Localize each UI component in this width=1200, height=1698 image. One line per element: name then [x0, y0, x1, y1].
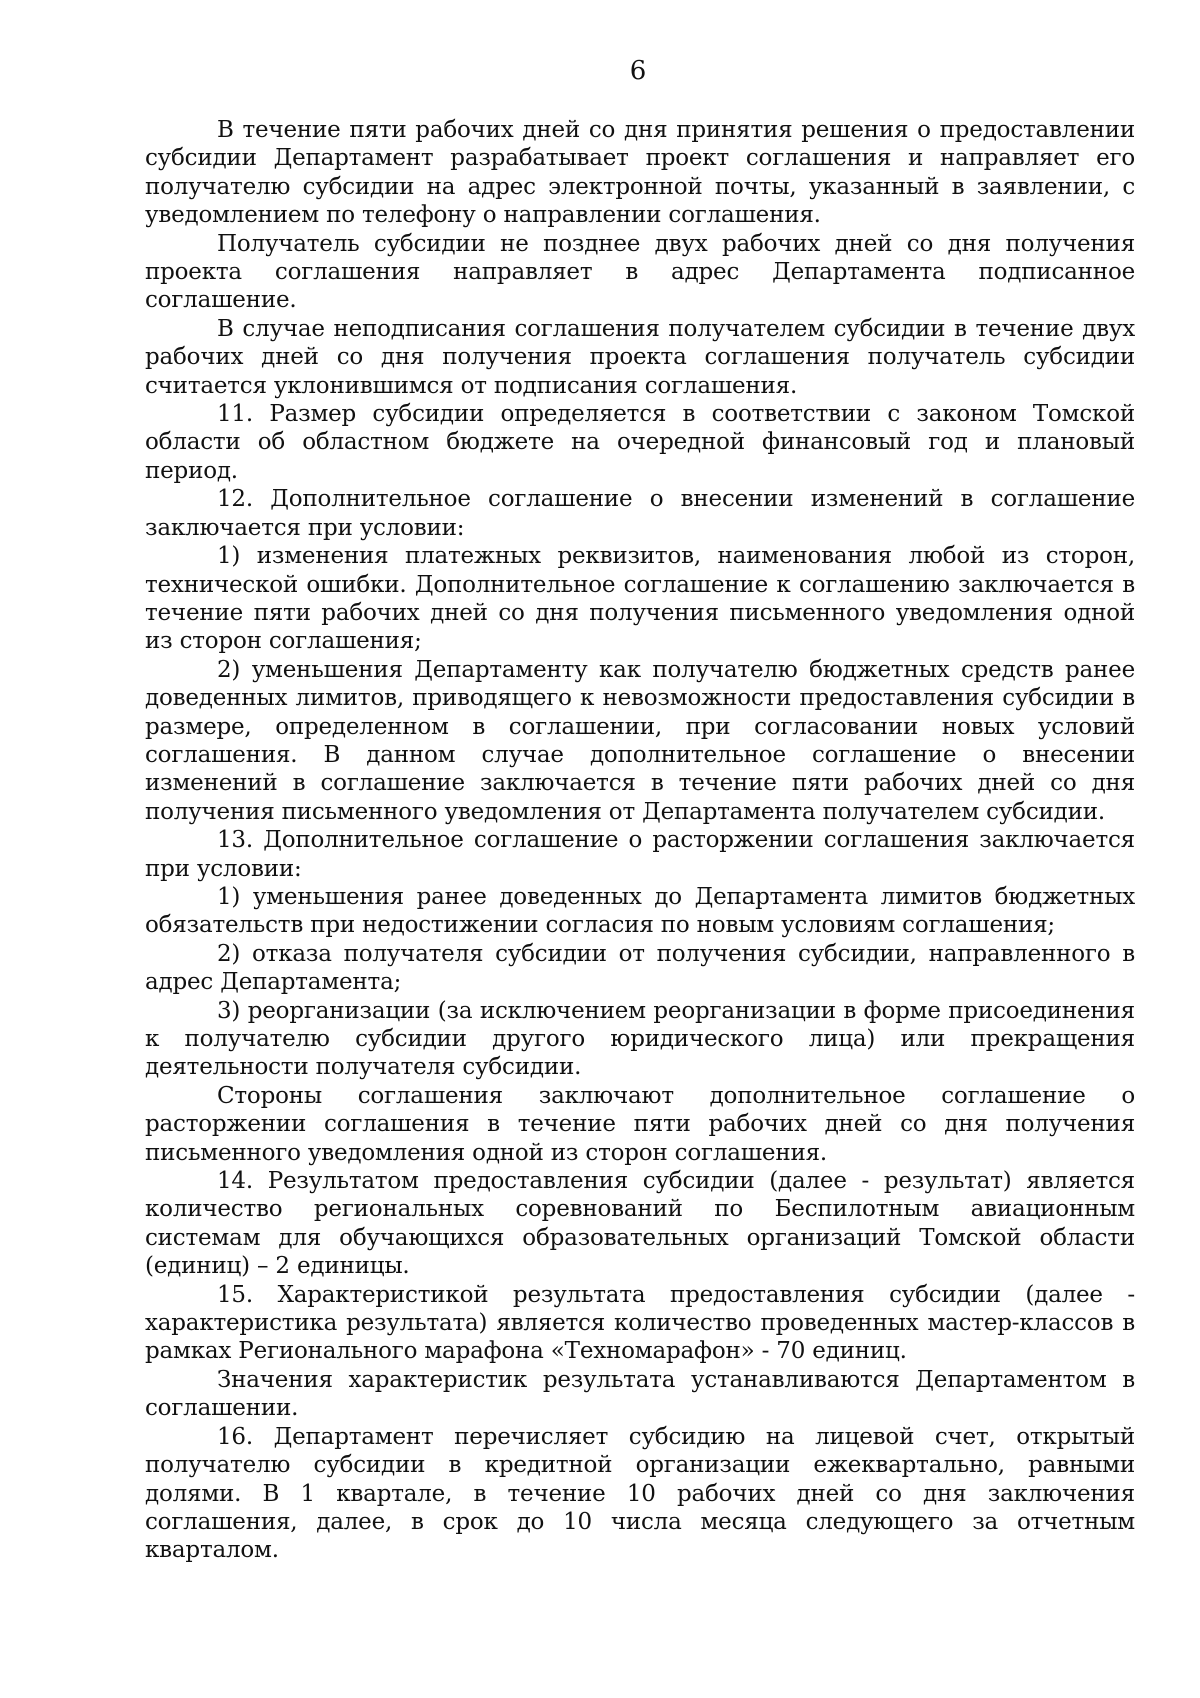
paragraph: Получатель субсидии не позднее двух рабочих дней со дня получения проекта соглашения направляет в адрес Департамента подписанное соглашение. — [145, 230, 1135, 314]
paragraph: 16. Департамент перечисляет субсидию на лицевой счет, открытый получателю субсидии в кредитной организации ежеквартально, равными долями. В 1 квартале, в течение 10 рабочих дней со дня заключения соглашения, далее, в срок до 10 числа месяца следующего за отчетным кварталом. — [145, 1423, 1135, 1564]
document-body — [145, 116, 1135, 1565]
paragraph: 14. Результатом предоставления субсидии (далее - результат) является количество региональных соревнований по Беспилотным авиационным системам для обучающихся образовательных организаций Томской области (единиц) – 2 единицы. — [145, 1168, 1135, 1280]
paragraph: Значения характеристик результата устанавливаются Департаментом в соглашении. — [145, 1366, 1135, 1422]
paragraph: 12. Дополнительное соглашение о внесении изменений в соглашение заключается при условии: — [145, 486, 1135, 541]
paragraph: 2) уменьшения Департаменту как получателю бюджетных средств ранее доведенных лимитов, приводящего к невозможности предоставления субсидии в размере, определенном в соглашении, при согласовании новых условий соглашения. В данном случае дополнительное соглашение о внесении изменений в соглашение заключается в течение пяти рабочих дней со дня получения письменного уведомления от Департамента получателем субсидии. — [145, 656, 1135, 825]
paragraph: 13. Дополнительное соглашение о расторжении соглашения заключается при условии: — [145, 827, 1135, 882]
paragraph: 3) реорганизации (за исключением реорганизации в форме присоединения к получателю субсидии другого юридического лица) или прекращения деятельности получателя субсидии. — [145, 997, 1135, 1081]
paragraph: 15. Характеристикой результата предоставления субсидии (далее - характеристика результата) является количество проведенных мастер-классов в рамках Регионального марафона «Техномарафон» - 70 единиц. — [145, 1281, 1135, 1365]
paragraph: 1) изменения платежных реквизитов, наименования любой из сторон, технической ошибки. Дополнительное соглашение к соглашению заключается в течение пяти рабочих дней со дня получения письменного уведомления одной из сторон соглашения; — [145, 543, 1135, 655]
page-number: 6 — [629, 56, 647, 86]
paragraph: 11. Размер субсидии определяется в соответствии с законом Томской области об областном бюджете на очередной финансовый год и плановый период. — [145, 401, 1135, 484]
paragraph: В течение пяти рабочих дней со дня принятия решения о предоставлении субсидии Департамент разрабатывает проект соглашения и направляет его получателю субсидии на адрес электронной почты, указанный в заявлении, с уведомлением по телефону о направлении соглашения. — [145, 117, 1135, 229]
paragraph: Стороны соглашения заключают дополнительное соглашение о расторжении соглашения в течение пяти рабочих дней со дня получения письменного уведомления одной из сторон соглашения. — [145, 1082, 1135, 1166]
paragraph: 2) отказа получателя субсидии от получения субсидии, направленного в адрес Департамента; — [145, 940, 1135, 996]
paragraph: 1) уменьшения ранее доведенных до Департамента лимитов бюджетных обязательств при недостижении согласия по новым условиям соглашения; — [145, 883, 1135, 939]
paragraph: В случае неподписания соглашения получателем субсидии в течение двух рабочих дней со дня получения проекта соглашения получатель субсидии считается уклонившимся от подписания соглашения. — [145, 315, 1135, 399]
